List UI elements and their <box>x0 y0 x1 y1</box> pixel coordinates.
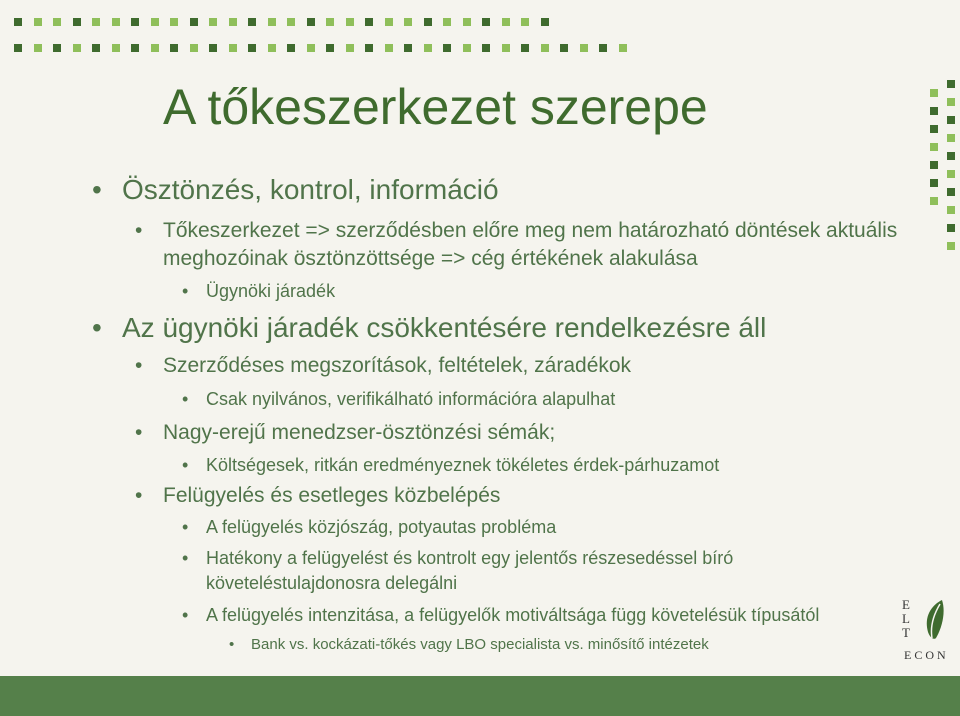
bullet-dot-icon: • <box>92 174 102 205</box>
leaf-icon <box>922 598 946 642</box>
bullet-dot-icon: • <box>182 548 189 568</box>
bullet-item: • A felügyelés közjószág, potyautas probléma <box>182 517 557 537</box>
bullet-item: • Hatékony a felügyelést és kontrolt egy jelentős részesedéssel bíró <box>182 548 734 568</box>
bullet-item: • Ösztönzés, kontrol, információ <box>92 174 499 205</box>
logo-econ-text: ECON <box>904 648 949 662</box>
bullet-item: • Költségesek, ritkán eredményeznek tökéletes érdek-párhuzamot <box>182 455 720 475</box>
bullet-item: • Bank vs. kockázati-tőkés vagy LBO specialista vs. minősítő intézetek <box>229 636 709 653</box>
elte-econ-logo <box>900 598 958 664</box>
bullet-dot-icon: • <box>135 484 143 507</box>
bullet-dot-icon: • <box>135 219 143 242</box>
bullet-dot-icon: • <box>182 455 189 475</box>
bullet-item: • A felügyelés intenzitása, a felügyelők motiváltsága függ követelésük típusától <box>182 605 820 625</box>
bullet-item: • Szerződéses megszorítások, feltételek, záradékok <box>135 354 632 377</box>
bullet-dot-icon: • <box>182 605 189 625</box>
bullet-dot-icon: • <box>182 389 189 409</box>
bullet-item: • Ügynöki járadék <box>182 281 336 301</box>
logo-letters: E L T <box>902 597 910 640</box>
bullet-dot-icon: • <box>92 312 102 343</box>
bullet-item: • Tőkeszerkezet => szerződésben előre meg nem határozható döntések aktuális <box>135 219 898 242</box>
bullet-dot-icon: • <box>182 281 189 301</box>
bullet-item: • Csak nyilvános, verifikálható információra alapulhat <box>182 389 616 409</box>
bullet-dot-icon: • <box>135 421 143 444</box>
bullet-item: • Az ügynöki járadék csökkentésére rendelkezésre áll <box>92 312 767 343</box>
slide-title: A tőkeszerkezet szerepe <box>163 79 708 135</box>
bullet-item-continuation: követeléstulajdonosra delegálni <box>206 573 458 593</box>
bullet-item-continuation: meghozóinak ösztönzöttsége => cég értékének alakulása <box>163 247 698 270</box>
bullet-dot-icon: • <box>229 636 235 653</box>
bullet-item: • Felügyelés és esetleges közbelépés <box>135 484 501 507</box>
bullet-item: • Nagy-erejű menedzser-ösztönzési sémák; <box>135 421 556 444</box>
bullet-dot-icon: • <box>135 354 143 377</box>
bullet-dot-icon: • <box>182 517 189 537</box>
